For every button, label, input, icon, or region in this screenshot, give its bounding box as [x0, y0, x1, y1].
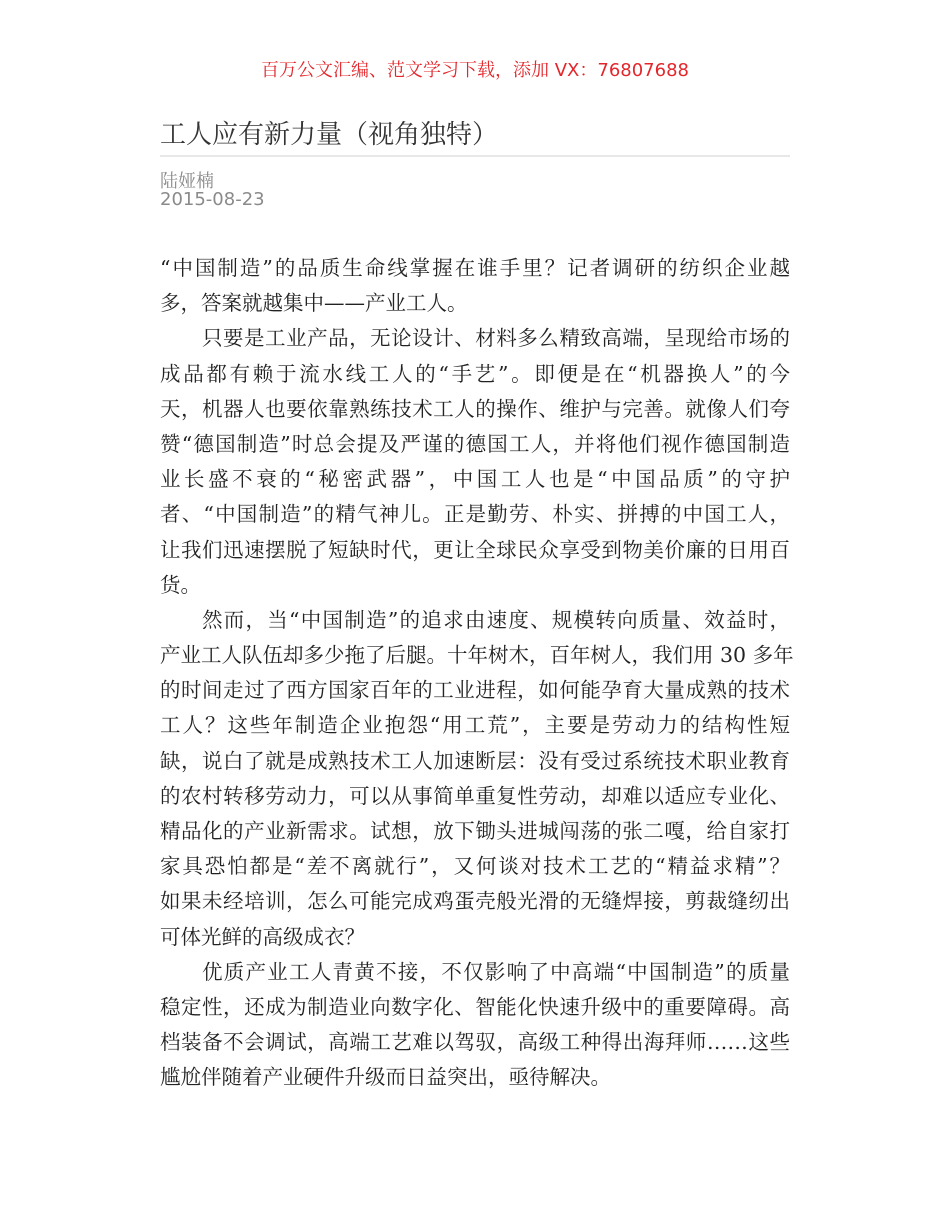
paragraph-line: 者、“中国制造”的精气神儿。正是勤劳、朴实、拼搏的中国工人， — [160, 502, 790, 527]
paragraph-line: 然而，当“中国制造”的追求由速度、规模转向质量、效益时， — [202, 607, 790, 632]
paragraph-line: 让我们迅速摆脱了短缺时代，更让全球民众享受到物美价廉的日用百 — [160, 537, 790, 562]
paragraph-line: “中国制造”的品质生命线掌握在谁手里？记者调研的纺织企业越 — [160, 256, 790, 280]
paragraph-line: 产业工人队伍却多少拖了后腿。十年树木，百年树人，我们用 30 多年 — [160, 643, 794, 668]
paragraph-line: 家具恐怕都是“差不离就行”，又何谈对技术工艺的“精益求精”？ — [160, 854, 790, 879]
article-date: 2015-08-23 — [160, 189, 265, 210]
article-body — [160, 251, 794, 1096]
paragraph-line: 档装备不会调试，高端工艺难以驾驭，高级工种得出海拜师……这些 — [160, 1030, 790, 1055]
paragraph-line: 尴尬伴随着产业硬件升级而日益突出，亟待解决。 — [160, 1065, 611, 1090]
paragraph-line: 成品都有赖于流水线工人的“手艺”。即便是在“机器换人”的今 — [160, 361, 790, 386]
paragraph-line: 工人？这些年制造企业抱怨“用工荒”，主要是劳动力的结构性短 — [160, 713, 790, 738]
article-paragraph — [160, 955, 790, 1096]
paragraph-line: 的时间走过了西方国家百年的工业进程，如何能孕育大量成熟的技术 — [160, 678, 790, 703]
paragraph-line: 缺，说白了就是成熟技术工人加速断层：没有受过系统技术职业教育 — [160, 748, 790, 773]
paragraph-line: 天，机器人也要依靠熟练技术工人的操作、维护与完善。就像人们夸 — [160, 396, 790, 421]
paragraph-line: 多，答案就越集中——产业工人。 — [160, 291, 468, 316]
paragraph-line: 的农村转移劳动力，可以从事简单重复性劳动，却难以适应专业化、 — [160, 783, 790, 808]
paragraph-line: 优质产业工人青黄不接，不仅影响了中高端“中国制造”的质量 — [202, 959, 790, 984]
paragraph-line: 货。 — [160, 572, 201, 597]
paragraph-line: 精品化的产业新需求。试想，放下锄头进城闯荡的张二嘎，给自家打 — [160, 819, 790, 843]
paragraph-line: 只要是工业产品，无论设计、材料多么精致高端，呈现给市场的 — [202, 326, 790, 351]
article-title: 工人应有新力量（视角独特） — [160, 114, 790, 157]
paragraph-line: 如果未经培训，怎么可能完成鸡蛋壳般光滑的无缝焊接，剪裁缝纫出 — [160, 889, 790, 914]
paragraph-line: 赞“德国制造”时总会提及严谨的德国工人，并将他们视作德国制造 — [160, 431, 790, 456]
article-author: 陆娅楠 — [160, 171, 214, 192]
article-paragraph — [160, 251, 790, 321]
article-paragraph — [160, 321, 790, 603]
paragraph-line: 可体光鲜的高级成衣？ — [160, 924, 365, 949]
paragraph-line: 稳定性，还成为制造业向数字化、智能化快速升级中的重要障碍。高 — [160, 994, 790, 1019]
paragraph-line: 业长盛不衰的“秘密武器”，中国工人也是“中国品质”的守护 — [160, 467, 790, 492]
article-paragraph — [160, 603, 794, 955]
promo-banner: 百万公文汇编、范文学习下载，添加 VX：76807688 — [261, 60, 689, 81]
